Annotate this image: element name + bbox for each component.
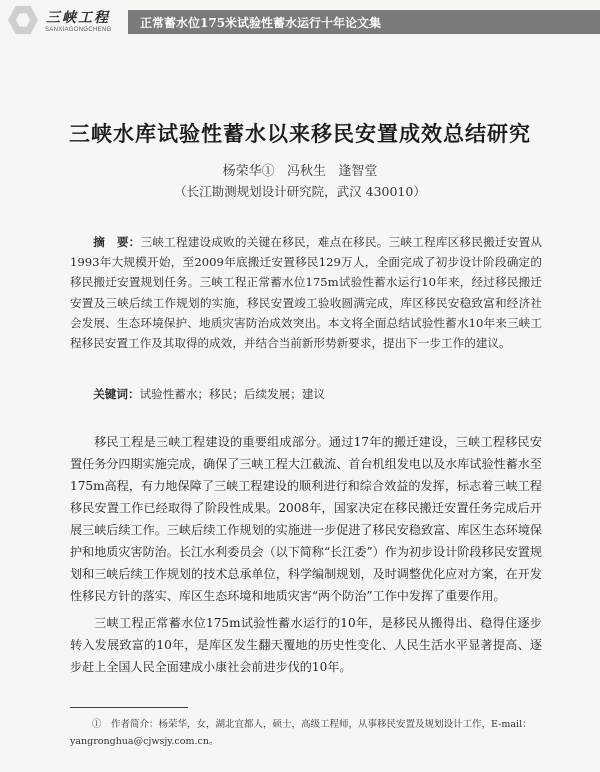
footnote (70, 716, 542, 750)
body-paragraph-2: 三峡工程正常蓄水位175m试验性蓄水运行的10年，是移民从搬得出、稳得住逐步转入发展致富的10年，是库区发生翻天覆地的历史性变化、人民生活水平显著提高、逐步赶上全国人民全面建成小康社会前进步伐的10年。 (70, 616, 542, 674)
series-title: 正常蓄水位175米试验性蓄水运行十年论文集 (140, 16, 382, 30)
affiliation: （长江勘测规划设计研究院，武汉 430010） (174, 184, 426, 199)
hexagon-logo-icon (8, 5, 38, 35)
series-banner (128, 10, 600, 34)
keywords (70, 384, 542, 404)
abstract (70, 232, 542, 353)
keywords-label: 关键词： (93, 387, 140, 401)
keywords-text: 试验性蓄水；移民；后续发展；建议 (139, 387, 326, 401)
authors: 杨荣华① 冯秋生 逢智堂 (222, 164, 378, 179)
journal-logo-en: SANXIAGONGCHENG (45, 27, 112, 33)
journal-logo-cn: 三峡工程 (46, 10, 110, 26)
footnote-divider (70, 707, 188, 708)
body-paragraph-1: 移民工程是三峡工程建设的重要组成部分。通过17年的搬迁建设，三峡工程移民安置任务分四期实施完成，确保了三峡工程大江截流、首台机组发电以及水库试验性蓄水至175m高程，有力地保障了三峡工程建设的顺利进行和综合效益的发挥，标志着三峡工程移民安置工作已经取得了阶段性成果。2008年，国家决定在移民搬迁安置任务完成后开展三峡后续工作。三峡后续工作规划的实施进一步促进了移民安稳致富、库区生态环境保护和地质灾害防治。长江水利委员会（以下简称“长江委”）作为初步设计阶段移民安置规划和三峡后续工作规划的技术总承单位，科学编制规划，及时调整优化应对方案，在开发性移民方针的落实、库区生态环境和地质灾害“两个防治”工作中发挥了重要作用。 (70, 435, 542, 603)
abstract-label: 摘 要： (93, 235, 141, 249)
body-text (70, 431, 542, 683)
footnote-email: yangronghua@cjwsjy.com.cn。 (70, 736, 219, 747)
page-header (0, 0, 600, 46)
footnote-text: 作者简介：杨荣华，女，湖北宜都人，硕士，高级工程师，从事移民安置及规划设计工作，E-mail： (111, 719, 532, 730)
footnote-mark: ① (92, 719, 102, 730)
abstract-text: 三峡工程建设成败的关键在移民，难点在移民。三峡工程库区移民搬迁安置从1993年大规模开始，至2009年底搬迁安置移民129万人，全面完成了初步设计阶段确定的移民搬迁安置规划任务。三峡工程正常蓄水位175m试验性蓄水运行10年来，经过移民搬迁安置及三峡后续工作规划的实施，移民安置竣工验收圆满完成，库区移民安稳致富和经济社会发展、生态环境保护、地质灾害防治成效突出。本文将全面总结试验性蓄水10年来三峡工程移民安置工作及其取得的成效，并结合当前新形势新要求，提出下一步工作的建议。 (70, 235, 542, 351)
paper-title: 三峡水库试验性蓄水以来移民安置成效总结研究 (69, 121, 531, 146)
